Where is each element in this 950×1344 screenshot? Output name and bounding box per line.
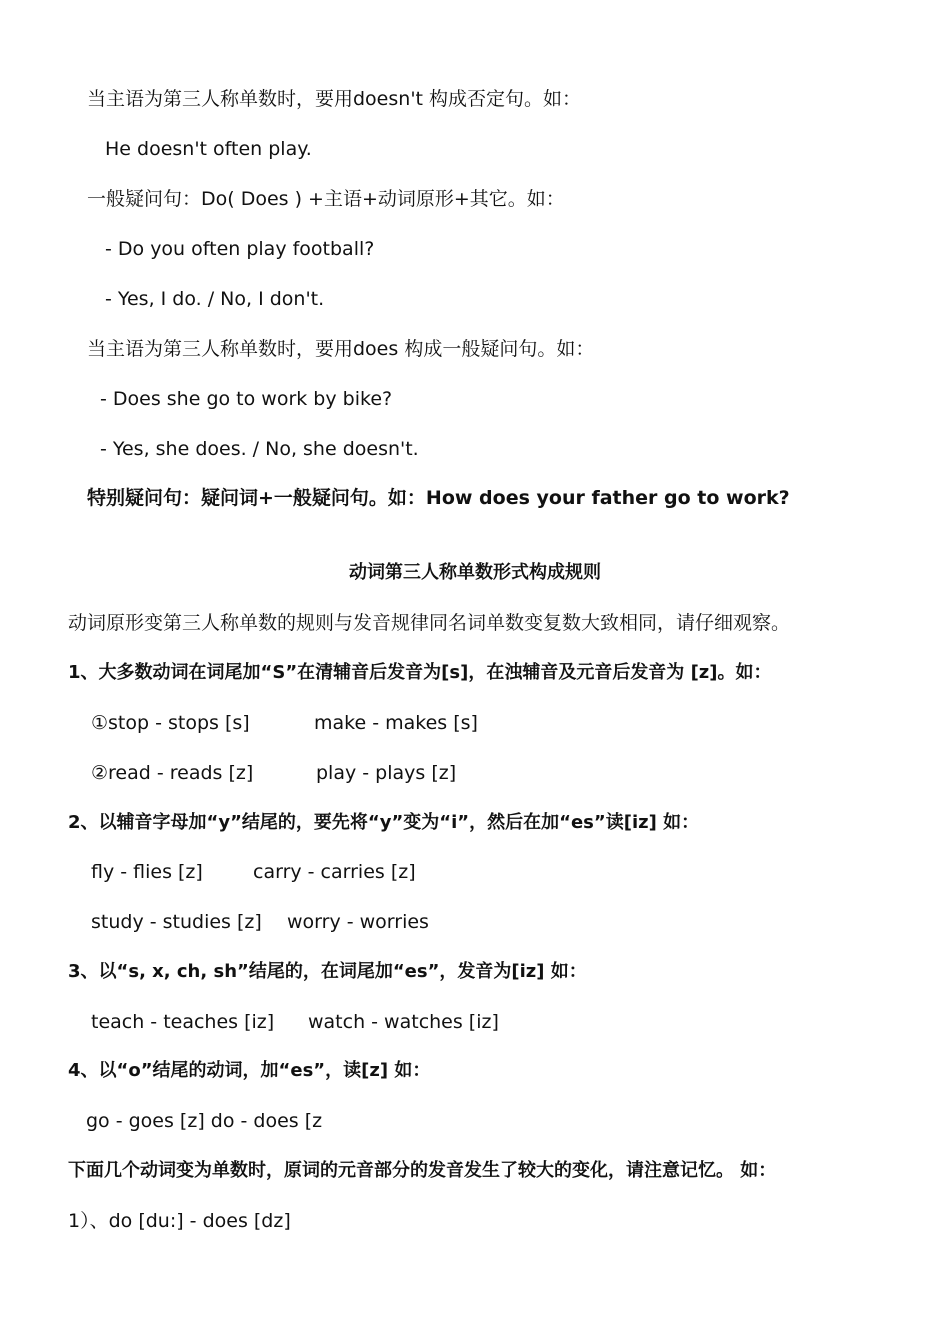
rule-3: 3、以“s, x, ch, sh”结尾的，在词尾加“es”，发音为[iz] 如： [68,961,587,982]
rule-2-example-b-right: worry - worries [287,911,429,933]
text-line-negative-rule: 当主语为第三人称单数时，要用doesn't 构成否定句。如： [87,88,582,110]
rule-1-example-a-right: make - makes [s] [314,712,478,734]
rule-2-example-a-right: carry - carries [z] [253,861,416,883]
text-line-question-rule: 一般疑问句：Do( Does ) +主语+动词原形+其它。如： [87,188,565,210]
rule-1-example-a-left: ①stop - stops [s] [91,712,250,734]
example-does-question: - Does she go to work by bike? [100,388,393,410]
rule-3-example-left: teach - teaches [iz] [91,1011,275,1033]
rule-4-example: go - goes [z] do - does [z [86,1110,323,1132]
rule-2-example-a-left: fly - flies [z] [91,861,203,883]
rule-1: 1、大多数动词在词尾加“S”在清辅音后发音为[s]，在浊辅音及元音后发音为 [z]。如： [68,662,772,683]
rule-3-example-right: watch - watches [iz] [308,1011,499,1033]
example-answer: - Yes, I do. / No, I don't. [105,288,325,310]
example-negative: He doesn't often play. [105,138,312,160]
text-line-does-question-rule: 当主语为第三人称单数时，要用does 构成一般疑问句。如： [87,338,595,360]
irregular-note: 下面几个动词变为单数时，原词的元音部分的发音发生了较大的变化，请注意记忆。 如： [68,1160,777,1181]
rule-4: 4、以“o”结尾的动词，加“es”，读[z] 如： [68,1060,431,1081]
intro-paragraph: 动词原形变第三人称单数的规则与发音规律同名词单数变复数大致相同，请仔细观察。 [68,612,791,634]
example-question: - Do you often play football? [105,238,375,260]
rule-2: 2、以辅音字母加“y”结尾的，要先将“y”变为“i”，然后在加“es”读[iz] 如： [68,812,700,833]
section-heading: 动词第三人称单数形式构成规则 [349,562,601,583]
text-line-special-question: 特别疑问句：疑问词+一般疑问句。如：How does your father go to work? [87,487,790,509]
irregular-example-1: 1）、do [du:] - does [dz] [68,1210,291,1232]
example-does-answer: - Yes, she does. / No, she doesn't. [100,438,419,460]
rule-1-example-b-right: play - plays [z] [316,762,457,784]
rule-1-example-b-left: ②read - reads [z] [91,762,254,784]
rule-2-example-b-left: study - studies [z] [91,911,262,933]
